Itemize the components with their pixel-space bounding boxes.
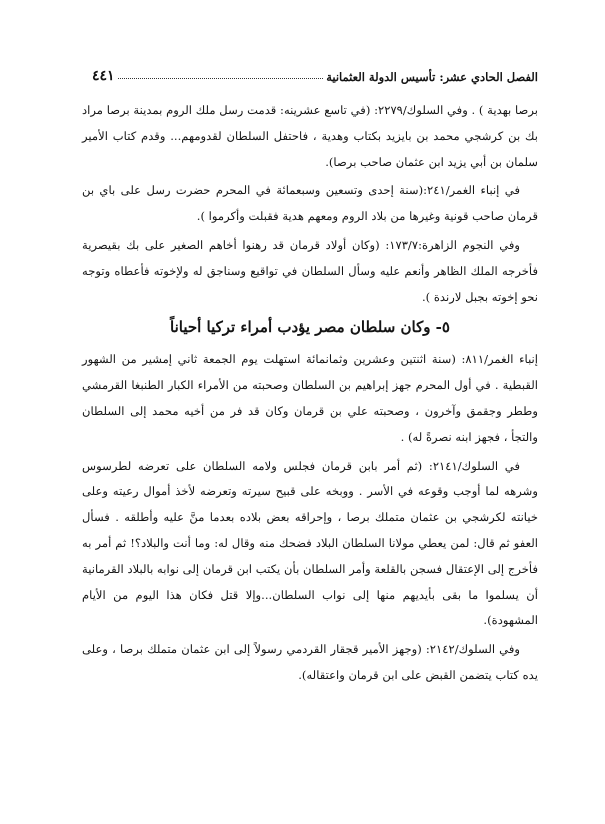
paragraph: إنباء الغمر/٨١١: (سنة اثنتين وعشرين وثمانمائة استهلت يوم الجمعة ثاني إمشير من الشهور القبطية . في أول المحرم جهز إبراهيم بن السلطان وصحبته من الأمراء الكبار الطنبغا القرمشي وططر وجقمق وآخرون ، وصحبته علي بن قرمان وكان قد فر من أخيه محمد إلى السلطان والتجأ ، فجهز ابنه نصرةً له) . <box>82 352 539 444</box>
page-number: ٤٤١ <box>92 68 115 84</box>
paragraph: وفي النجوم الزاهرة:١٧٣/٧: (وكان أولاد قرمان قد رهنوا أخاهم الصغير على بك بقيصرية فأخرجه الملك الظاهر وأنعم عليه وسأل السلطان في تواقيع وسناجق له ولإخوته فأعطاه وتوجه نحو إخوته بجبل لارندة ). <box>82 237 538 304</box>
paragraph: وفي السلوك/٢١٤٢: (وجهز الأمير قجقار القردمي رسولاً إلى ابن عثمان متملك برصا ، وعلى يده كتاب يتضمن القبض على ابن قرمان واعتقاله). <box>82 642 538 682</box>
paragraph: في السلوك/٢١٤١: (ثم أمر بابن قرمان فجلس ولامه السلطان على تعرضه لطرسوس وشرهه لما أوجب وقوعه في الأسر . ووبخه على قبيح سيرته وتعرضه لأخذ أموال رعيته وعلى خيانته لكرشجي بن عثمان متملك برصا ، وإحراقه بعض بلاده بعدما منَّ عليه وأطلقه . فسأل العفو ثم قال: لمن يعطي مولانا السلطان البلاد فضحك منه وقال له: وما أنت والبلاد؟! ثم أمر به فأخرج إلى الإعتقال فسجن بالقلعة وأمر السلطان بأن يكتب ابن قرمان إلى نوابه بالبلاد القرمانية أن يسلموا ما بقى بأيديهم منها إلى نواب السلطان...وإلا قتل فكان هذا اليوم من الأيام المشهودة). <box>82 458 538 628</box>
chapter-title: الفصل الحادي عشر: تأسيس الدولة العثمانية <box>326 70 538 84</box>
header-dot-leader <box>118 78 324 79</box>
section-heading: ٥- وكان سلطان مصر يؤدب أمراء تركيا أحياناً <box>170 318 450 337</box>
running-header <box>92 58 538 84</box>
body-text <box>82 98 538 692</box>
paragraph: برصا بهدية ) . وفي السلوك/٢٢٧٩: (في تاسع عشرينه: قدمت رسل ملك الروم بمدينة برصا مراد بك بن كرشجي محمد بن بايزيد بكتاب وهدية ، فاحتفل السلطان لقدومهم... وقدم كتاب الأمير سلمان بن أبي يزيد ابن عثمان صاحب برصا). <box>82 103 538 169</box>
paragraph: في إنباء الغمر/٢٤١:(سنة إحدى وتسعين وسبعمائة في المحرم حضرت رسل على باي بن قرمان صاحب قونية وغيرها من بلاد الروم ومعهم هدية فقبلت وأكرموا ). <box>82 183 538 224</box>
